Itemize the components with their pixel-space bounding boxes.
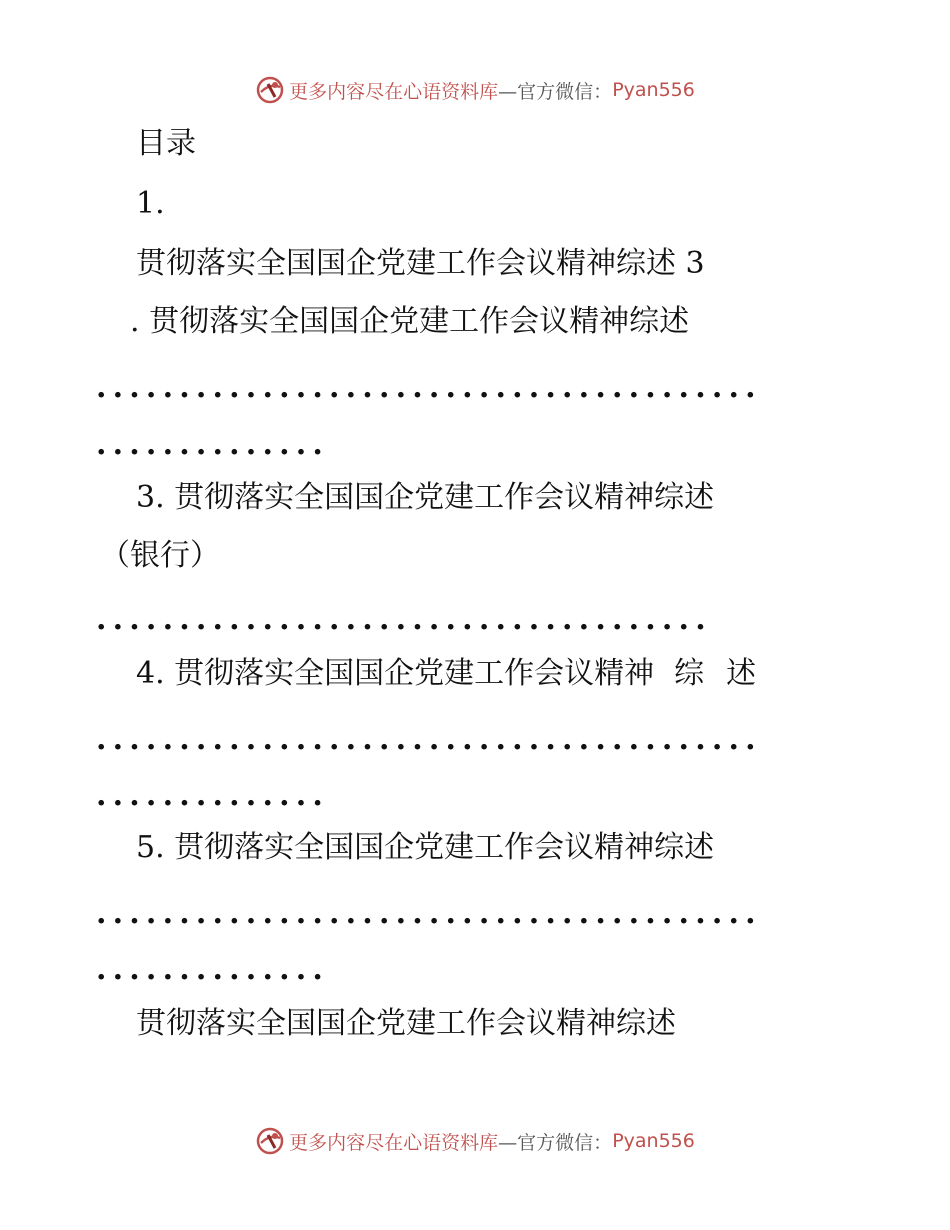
watermark-text: 更多内容尽在心语资料库: [289, 80, 499, 103]
footer-watermark: [0, 1121, 950, 1161]
toc-item-1-number: 1.: [136, 186, 165, 221]
logo-icon: [255, 1126, 285, 1156]
toc-item-4-char: 述: [726, 656, 757, 691]
watermark-separator: —官方微信：: [498, 1131, 613, 1154]
toc-leader-dots: ..............: [96, 427, 330, 462]
toc-leader-dots: ........................................: [96, 370, 762, 405]
toc-leader-dots: ..............: [96, 952, 330, 987]
toc-item-1: 贯彻落实全国国企党建工作会议精神综述 3: [136, 246, 705, 281]
watermark-wechat-id: Pyan556: [612, 79, 695, 101]
watermark-separator: —官方微信：: [498, 80, 613, 103]
toc-heading: 目录: [136, 126, 196, 161]
watermark-text: 更多内容尽在心语资料库: [289, 1131, 499, 1154]
header-watermark: [0, 70, 950, 110]
toc-leader-dots: ..............: [96, 778, 330, 813]
watermark-wechat-id: Pyan556: [612, 1130, 695, 1152]
toc-leader-dots: ........................................: [96, 896, 762, 931]
toc-item-3-subtitle: （银行）: [100, 538, 220, 573]
toc-item-4: [136, 654, 756, 694]
toc-item-5: 5. 贯彻落实全国国企党建工作会议精神综述: [136, 830, 715, 865]
logo-icon: [255, 75, 285, 105]
toc-leader-dots: .....................................: [96, 602, 712, 637]
toc-item-4-text: 4. 贯彻落实全国国企党建工作会议精神: [136, 656, 655, 691]
toc-item-4-char: 综: [674, 656, 705, 691]
toc-item-3: 3. 贯彻落实全国国企党建工作会议精神综述: [136, 480, 715, 515]
toc-item-2: . 贯彻落实全国国企党建工作会议精神综述: [130, 304, 690, 339]
body-title: 贯彻落实全国国企党建工作会议精神综述: [136, 1006, 676, 1041]
toc-leader-dots: ........................................: [96, 722, 762, 757]
